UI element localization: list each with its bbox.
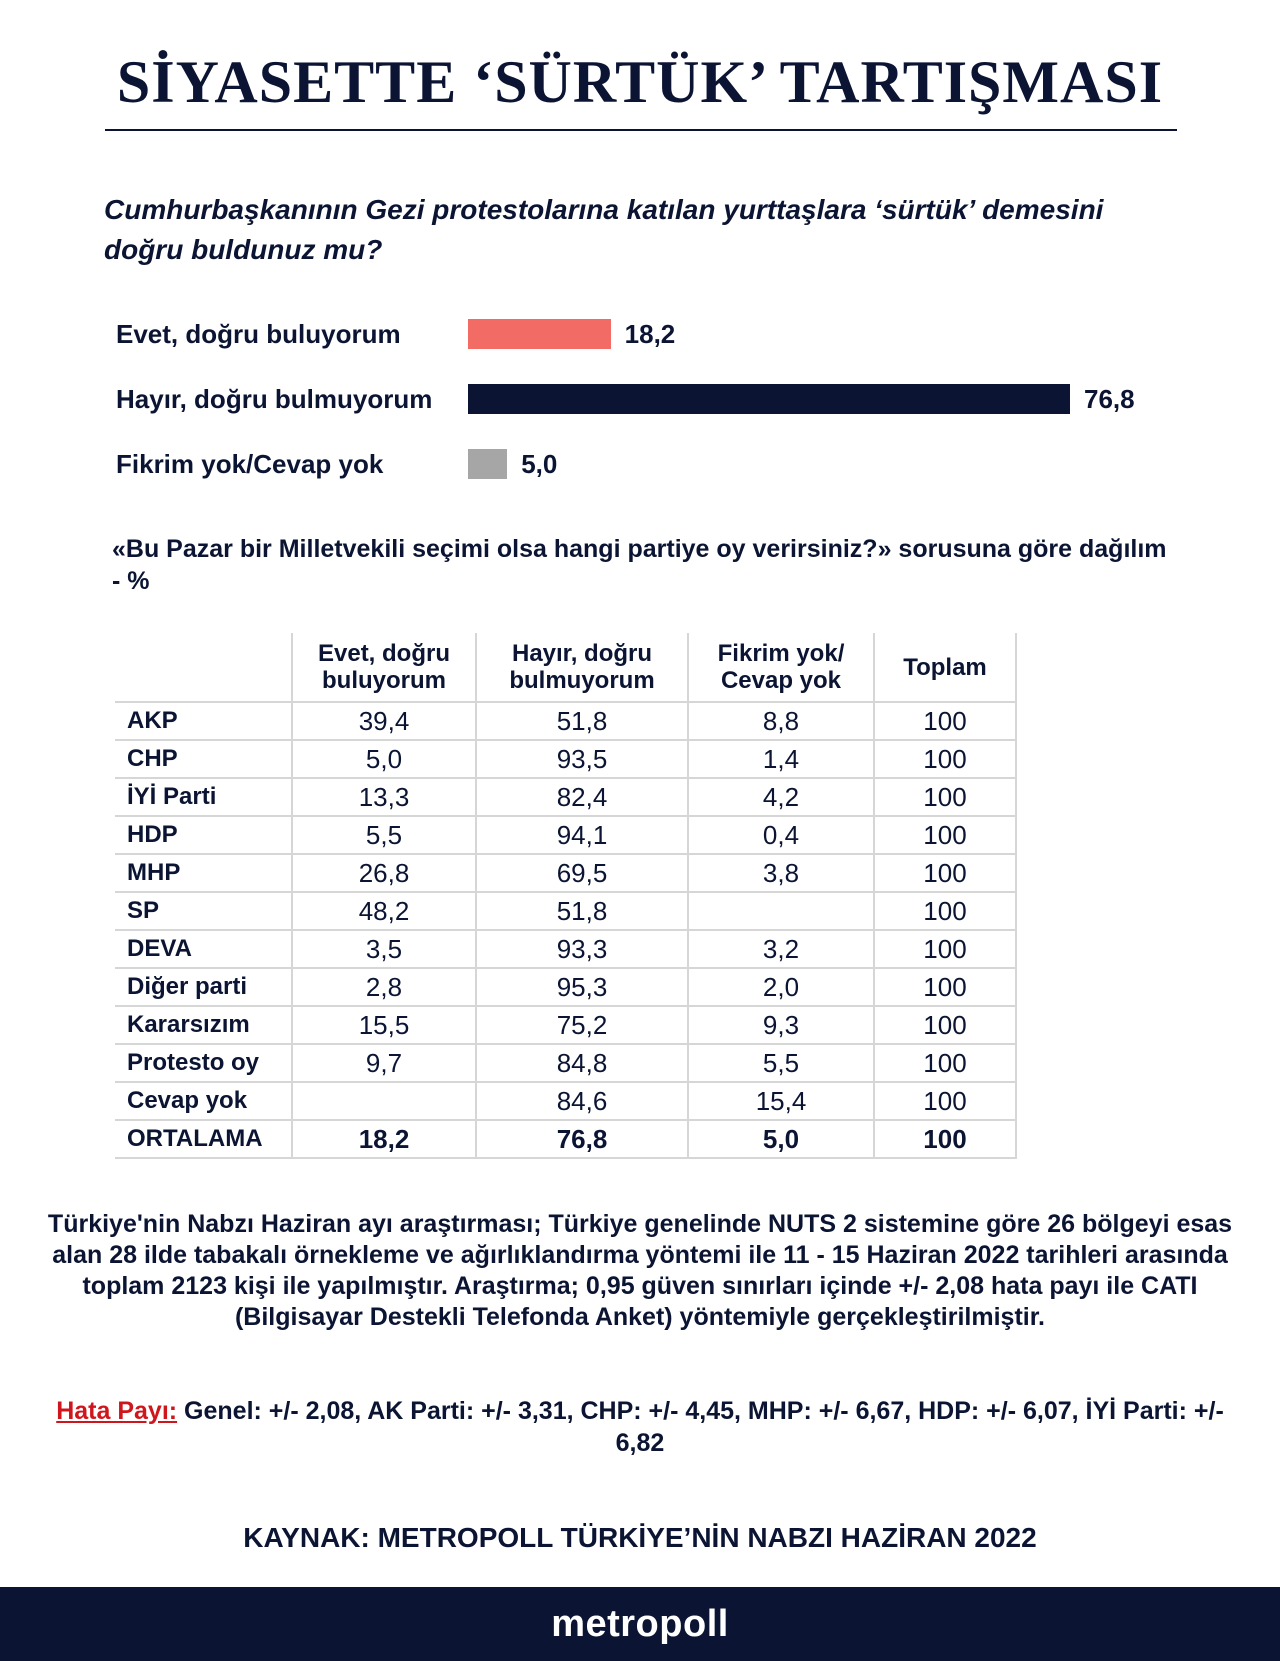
table-cell-evet: 9,7 (292, 1044, 476, 1082)
table-cell-fikrim: 3,8 (688, 854, 874, 892)
table-row (115, 1006, 1016, 1044)
table-row (115, 816, 1016, 854)
table-cell-fikrim: 0,4 (688, 816, 874, 854)
table-cell-hayir: 95,3 (476, 968, 688, 1006)
margin-label: Hata Payı: (56, 1397, 178, 1425)
table-row (115, 968, 1016, 1006)
bar-label: Fikrim yok/Cevap yok (116, 449, 384, 479)
table-cell-hayir: 93,3 (476, 930, 688, 968)
column-header: Toplam (874, 633, 1016, 702)
table-cell-evet (292, 1082, 476, 1120)
table-row (115, 740, 1016, 778)
bar-row-evet (0, 316, 1280, 352)
table-cell-toplam: 100 (874, 1044, 1016, 1082)
table-cell-evet: 13,3 (292, 778, 476, 816)
table-row (115, 702, 1016, 740)
table-cell-hayir: 82,4 (476, 778, 688, 816)
page-title: SİYASETTE ‘SÜRTÜK’ TARTIŞMASI (116, 49, 1164, 115)
party-name: DEVA (115, 930, 292, 968)
margin-text: Genel: +/- 2,08, AK Parti: +/- 3,31, CHP: +/- 4,45, MHP: +/- 6,67, HDP: +/- 6,07, İYİ Parti: +/- 6,82 (177, 1397, 1224, 1457)
party-name: MHP (115, 854, 292, 892)
table-row (115, 1082, 1016, 1120)
table-cell-fikrim: 3,2 (688, 930, 874, 968)
table-cell-hayir: 69,5 (476, 854, 688, 892)
bar-evet (468, 319, 611, 349)
margin-of-error (40, 1395, 1240, 1459)
bar-hayir (468, 384, 1070, 414)
table-cell-evet: 48,2 (292, 892, 476, 930)
source-line: KAYNAK: METROPOLL TÜRKİYE’NİN NABZI HAZİRAN 2022 (243, 1522, 1037, 1553)
table-cell-evet: 3,5 (292, 930, 476, 968)
table-body (115, 702, 1016, 1158)
table-row (115, 930, 1016, 968)
table-cell-toplam: 100 (874, 892, 1016, 930)
table-cell-hayir: 93,5 (476, 740, 688, 778)
table-average-row (115, 1120, 1016, 1158)
bar-fikrim-yok (468, 449, 507, 479)
methodology-note: Türkiye'nin Nabzı Haziran ayı araştırması; Türkiye genelinde NUTS 2 sistemine göre 26 bölgeyi esas alan 28 ilde tabakalı örnekleme ve ağırlıklandırma yöntemi ile 11 - 15 Haziran 2022 tarihleri arasında toplam 2123 kişi ile yapılmıştır. Araştırma; 0,95 güven sınırları içinde +/- 2,08 hata payı ile CATI (Bilgisayar Destekli Telefonda Anket) yöntemiyle gerçekleştirilmiştir. (47, 1210, 1233, 1331)
column-header: Evet, doğru buluyorum (292, 633, 476, 702)
table-cell-toplam: 100 (874, 740, 1016, 778)
table-cell-hayir: 76,8 (476, 1120, 688, 1158)
table-cell-fikrim: 2,0 (688, 968, 874, 1006)
table-cell-hayir: 75,2 (476, 1006, 688, 1044)
party-name: Diğer parti (115, 968, 292, 1006)
party-name: SP (115, 892, 292, 930)
table-row (115, 892, 1016, 930)
party-name: İYİ Parti (115, 778, 292, 816)
party-name: Protesto oy (115, 1044, 292, 1082)
table-row (115, 854, 1016, 892)
party-name: AKP (115, 702, 292, 740)
table-cell-fikrim: 5,0 (688, 1120, 874, 1158)
table-cell-hayir: 51,8 (476, 892, 688, 930)
table-cell-fikrim: 4,2 (688, 778, 874, 816)
survey-question: Cumhurbaşkanının Gezi protestolarına katılan yurttaşlara ‘sürtük’ demesini doğru buldunuz mu? (104, 194, 1104, 265)
table-cell-fikrim (688, 892, 874, 930)
table-header-row (115, 633, 1016, 702)
table-cell-toplam: 100 (874, 816, 1016, 854)
column-header: Hayır, doğru bulmuyorum (476, 633, 688, 702)
table-cell-toplam: 100 (874, 1120, 1016, 1158)
table-corner (115, 633, 292, 702)
bar-value-label: 76,8 (1084, 384, 1135, 414)
table-cell-evet: 5,5 (292, 816, 476, 854)
table-cell-evet: 15,5 (292, 1006, 476, 1044)
column-header: Fikrim yok/ Cevap yok (688, 633, 874, 702)
table-cell-evet: 26,8 (292, 854, 476, 892)
table-cell-fikrim: 5,5 (688, 1044, 874, 1082)
bar-row-fikrim-yok (0, 446, 1280, 482)
footer-bar (0, 1587, 1280, 1661)
party-name: Kararsızım (115, 1006, 292, 1044)
table-cell-toplam: 100 (874, 968, 1016, 1006)
brand-logo (0, 1587, 1280, 1661)
bar-row-hayir (0, 381, 1280, 417)
table-cell-toplam: 100 (874, 930, 1016, 968)
bar-value-label: 5,0 (521, 449, 558, 479)
table-cell-fikrim: 1,4 (688, 740, 874, 778)
table-cell-evet: 18,2 (292, 1120, 476, 1158)
party-name: Cevap yok (115, 1082, 292, 1120)
bar-label: Hayır, doğru bulmuyorum (116, 384, 433, 414)
party-name: HDP (115, 816, 292, 854)
table-cell-fikrim: 15,4 (688, 1082, 874, 1120)
table-row (115, 778, 1016, 816)
table-cell-evet: 5,0 (292, 740, 476, 778)
party-name: ORTALAMA (115, 1120, 292, 1158)
table-cell-fikrim: 9,3 (688, 1006, 874, 1044)
bar-value-label: 18,2 (624, 319, 676, 349)
table-cell-toplam: 100 (874, 1006, 1016, 1044)
table-cell-hayir: 84,8 (476, 1044, 688, 1082)
table-cell-hayir: 94,1 (476, 816, 688, 854)
table-question: «Bu Pazar bir Milletvekili seçimi olsa hangi partiye oy verirsiniz?» sorusuna göre dağılım - % (112, 535, 1167, 595)
title-divider (105, 129, 1177, 131)
table-cell-hayir: 84,6 (476, 1082, 688, 1120)
bar-label: Evet, doğru buluyorum (116, 319, 401, 349)
table-cell-hayir: 51,8 (476, 702, 688, 740)
table-cell-fikrim: 8,8 (688, 702, 874, 740)
table-cell-evet: 39,4 (292, 702, 476, 740)
table-cell-toplam: 100 (874, 778, 1016, 816)
table-cell-evet: 2,8 (292, 968, 476, 1006)
table-cell-toplam: 100 (874, 1082, 1016, 1120)
distribution-table (115, 633, 1017, 1159)
brand-part: metro (551, 1603, 660, 1645)
table-cell-toplam: 100 (874, 854, 1016, 892)
party-name: CHP (115, 740, 292, 778)
table-row (115, 1044, 1016, 1082)
table-cell-toplam: 100 (874, 702, 1016, 740)
brand-part: poll (659, 1603, 729, 1645)
